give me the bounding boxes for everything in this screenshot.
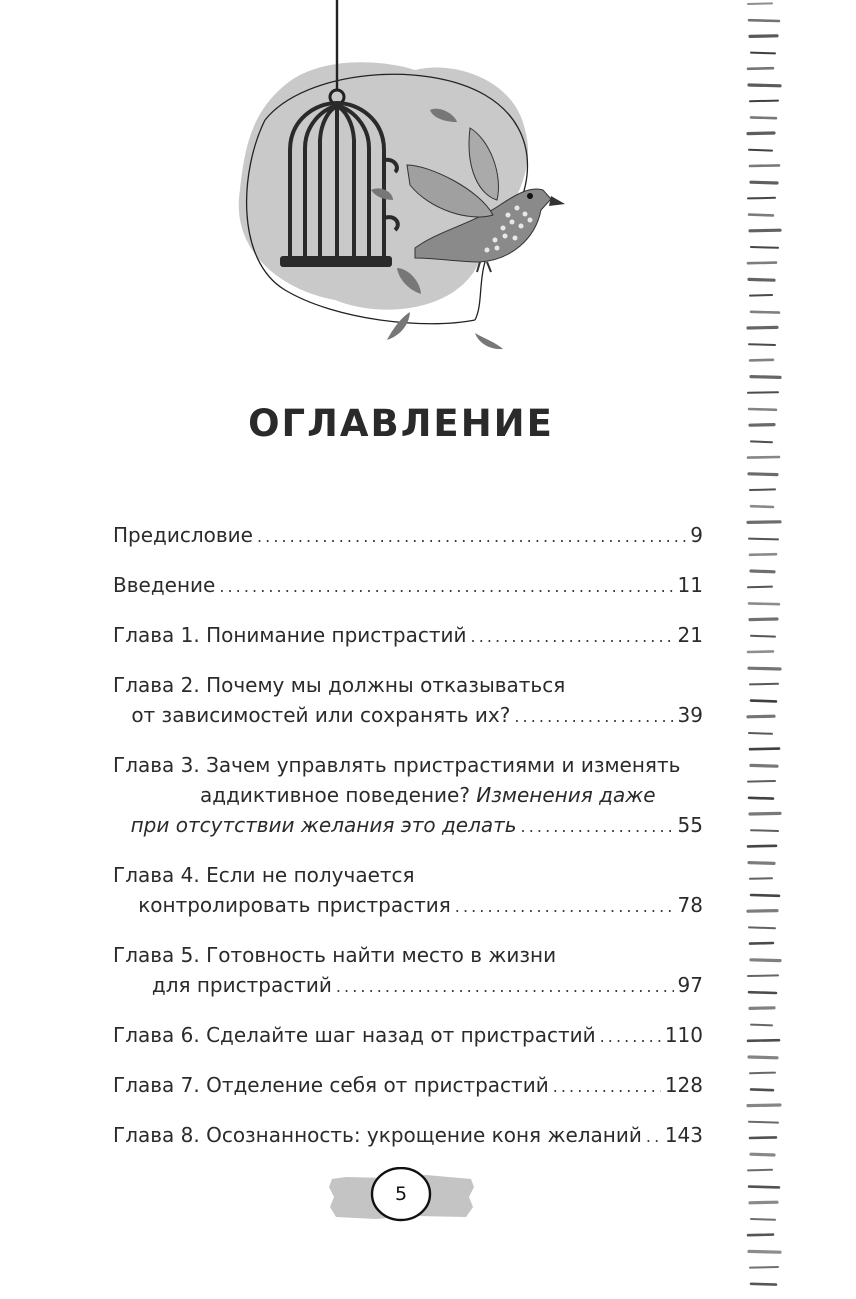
brush-mark [751,830,778,831]
toc-entry[interactable] [113,670,703,732]
toc-entry-title-cont: от зависимостей или сохранять их? [131,703,511,727]
toc-entry-title-cont: контролировать пристрастия [138,893,451,917]
brush-mark [748,1105,780,1106]
brush-mark [750,360,773,361]
toc-entry-page: 21 [677,623,703,647]
toc-entry-subtitle-cont: при отсутствии желания это делать [130,813,517,837]
brush-mark [748,1235,773,1236]
brush-mark [750,684,778,685]
brush-mark [750,554,776,555]
brush-mark [748,781,775,782]
brush-mark [749,85,780,86]
toc-entry-title: Предисловие [113,523,253,547]
toc-entry-title: Глава 5. Готовность найти место в жизни [113,943,557,967]
brush-mark [750,230,780,231]
brush-mark [750,813,780,814]
brush-mark [748,263,776,264]
brush-mark [750,295,772,296]
brush-mark [750,1008,774,1009]
brush-mark [748,846,776,847]
brush-stripe-decoration [746,0,856,1299]
brush-mark [749,733,772,734]
brush-mark [750,101,778,102]
brush-mark [749,668,780,669]
page-number: 5 [394,1183,408,1205]
brush-mark [748,911,777,912]
brush-mark [750,36,777,37]
brush-mark [750,619,777,620]
brush-mark [751,1284,776,1285]
brush-mark [751,182,777,183]
toc-entry-title: Глава 4. Если не получается [113,863,415,887]
brush-mark [751,312,779,313]
brush-mark [751,765,777,766]
toc-entry-title: Глава 2. Почему мы должны отказываться [113,673,566,697]
birdcage-illustration [225,0,565,360]
toc-entry[interactable] [113,520,703,552]
toc-entry-page: 143 [664,1123,703,1147]
brush-mark [751,895,779,896]
brush-mark [750,1137,776,1138]
toc-entry-title: Глава 1. Понимание пристрастий [113,623,467,647]
toc-entry[interactable] [113,860,703,922]
brush-mark [751,53,775,54]
brush-mark [748,3,772,4]
brush-mark [749,798,773,799]
brush-mark [750,165,779,166]
brush-mark [748,68,773,69]
brush-mark [749,539,778,540]
toc-entry-title-cont: для пристрастий [151,973,332,997]
brush-mark [750,1073,775,1074]
brush-mark [751,247,778,248]
page-number-badge [326,1167,476,1223]
toc-entry-title: Глава 7. Отделение себя от пристрастий [113,1073,549,1097]
toc-entry-page: 55 [677,813,703,837]
brush-mark [749,344,775,345]
brush-mark [749,992,776,993]
toc-entry-title: Введение [113,573,216,597]
brush-mark [749,1057,777,1058]
toc-entry-title: Глава 8. Осознанность: укрощение коня желаний [113,1123,642,1147]
brush-mark [750,749,779,750]
brush-mark [751,571,774,572]
brush-mark [748,1170,772,1171]
brush-mark [749,1122,778,1123]
brush-mark [749,927,775,928]
toc-entry-page: 110 [664,1023,703,1047]
toc-entry-page: 97 [677,973,703,997]
brush-mark [750,878,772,879]
toc-entry[interactable] [113,1020,703,1052]
brush-mark [750,489,775,490]
toc-entry-page: 78 [677,893,703,917]
brush-mark [749,1251,780,1252]
brush-mark [751,701,776,702]
brush-mark [748,522,780,523]
brush-mark [748,651,773,652]
brush-mark [748,327,777,328]
brush-mark [749,20,779,21]
brush-mark [751,117,776,118]
brush-mark [750,943,773,944]
brush-mark [748,587,772,588]
page-title: ОГЛАВЛЕНИЕ [248,402,554,445]
brush-mark [749,215,773,216]
brush-mark [751,1089,773,1090]
brush-mark [749,603,779,604]
brush-mark [748,198,775,199]
toc-entry[interactable] [113,750,703,842]
toc-entry-page: 128 [664,1073,703,1097]
brush-mark [748,457,779,458]
toc-entry[interactable] [113,620,703,652]
brush-mark [748,133,774,134]
toc-entry[interactable] [113,1070,703,1102]
brush-mark [751,1154,774,1155]
brush-mark [749,863,774,864]
toc-entry[interactable] [113,940,703,1002]
toc-entry[interactable] [113,1120,703,1152]
brush-mark [749,1187,779,1188]
brush-mark [749,150,772,151]
toc-entry-page: 11 [677,573,703,597]
brush-mark [749,279,774,280]
brush-mark [748,975,778,976]
brush-mark [750,1202,777,1203]
brush-mark [748,716,774,717]
toc-entry-title: Глава 6. Сделайте шаг назад от пристрастий [113,1023,596,1047]
toc-entry-title: Глава 3. Зачем управлять пристрастиями и изменять [113,753,681,777]
brush-mark [748,1040,779,1041]
table-of-contents [113,520,703,1152]
toc-entry-page: 9 [690,523,703,547]
toc-entry-page: 39 [677,703,703,727]
brush-mark [751,377,780,378]
brush-mark [751,636,775,637]
toc-entry-title-cont: аддиктивное поведение? [200,783,470,807]
brush-mark [751,506,773,507]
brush-mark [751,1219,775,1220]
brush-mark [748,392,778,393]
toc-entry-subtitle: Изменения даже [476,783,656,807]
brush-mark [751,1025,772,1026]
toc-entry[interactable] [113,570,703,602]
brush-mark [751,960,780,961]
brush-mark [749,474,777,475]
brush-mark [750,1267,778,1268]
